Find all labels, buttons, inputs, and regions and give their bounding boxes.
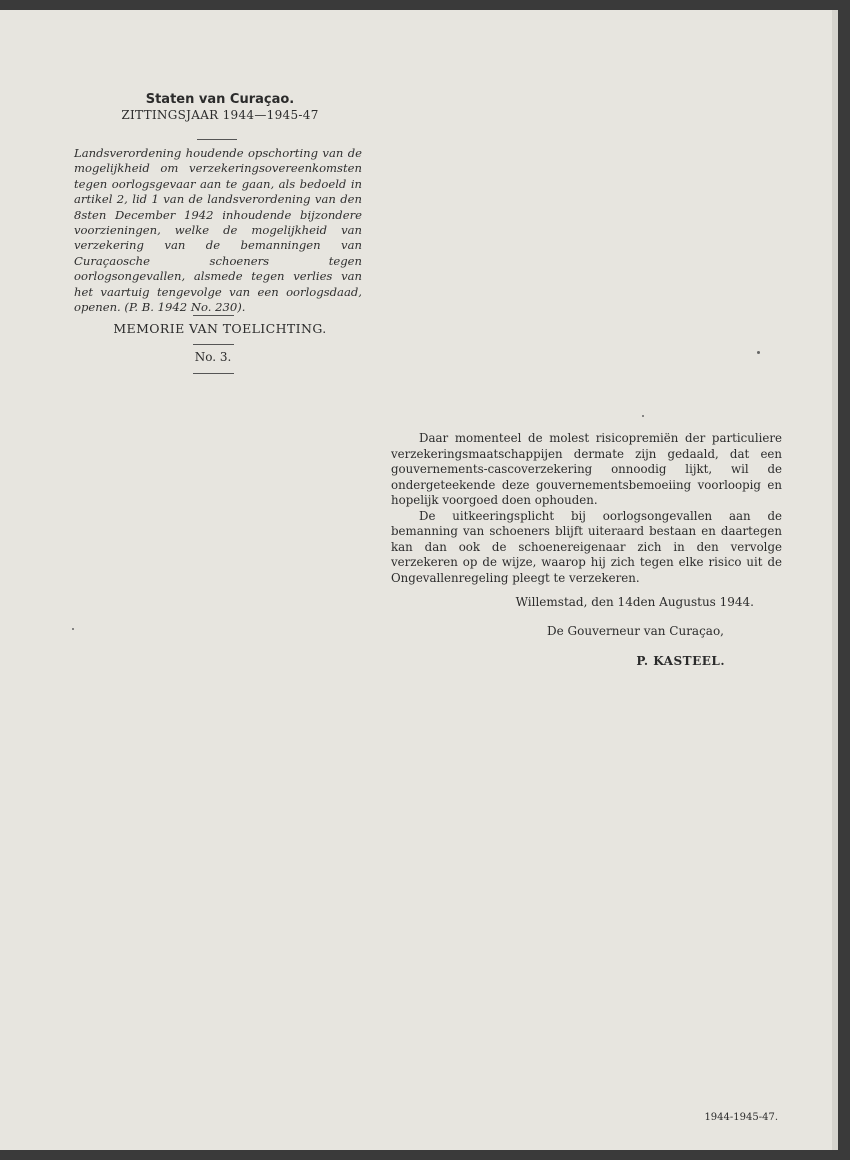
- signatory-name: P. KASTEEL.: [636, 654, 725, 668]
- signatory-title: De Gouverneur van Curaçao,: [547, 624, 724, 638]
- paper-speck: [757, 351, 760, 354]
- session-year: ZITTINGSJAAR 1944—1945-47: [121, 108, 319, 122]
- memorie-title: MEMORIE VAN TOELICHTING.: [113, 321, 327, 336]
- place-date: Willemstad, den 14den Augustus 1944.: [515, 595, 754, 609]
- body-text: [391, 431, 782, 586]
- header-title: Staten van Curaçao.: [145, 92, 295, 107]
- body-paragraph: De uitkeeringsplicht bij oorlogsongevallen aan de bemanning van schoeners blijft uiteraard bestaan en daartegen kan dan ook de schoenereigenaar zich in den vervolge verzekeren op de wijze, waarop hij zich tegen elke risico uit de Ongevallenregeling pleegt te verzekeren.: [391, 508, 782, 585]
- document-number: No. 3.: [194, 350, 232, 364]
- paper-speck: [72, 628, 74, 630]
- divider: [193, 373, 234, 374]
- divider: [193, 315, 234, 316]
- divider: [193, 344, 234, 345]
- divider: [197, 139, 237, 140]
- page-edge: [832, 10, 838, 1150]
- body-paragraph: Daar momenteel de molest risicopremiën der particuliere verzekeringsmaatschappijen dermate zijn gedaald, dat een gouvernements-cascoverzekering onnoodig lijkt, wil de ondergeteekende deze gouvernementsbemoeiing voorloopig en hopelijk voorgoed doen ophouden.: [391, 431, 782, 507]
- footer-reference: 1944-1945-47.: [704, 1112, 778, 1123]
- abstract-text: Landsverordening houdende opschorting van de mogelijkheid om verzekeringsovereenkomsten tegen oorlogsgevaar aan te gaan, als bedoeld in artikel 2, lid 1 van de landsverordening van den 8sten December 1942 inhoudende bijzondere voorzieningen, welke de mogelijkheid van verzekering van de bemanningen van Curaçaosche schoeners tegen oorlogsongevallen, alsmede tegen verlies van het vaartuig tengevolge van een oorlogsdaad, openen. (P. B. 1942 No. 230).: [74, 146, 362, 315]
- paper-speck: [642, 415, 644, 417]
